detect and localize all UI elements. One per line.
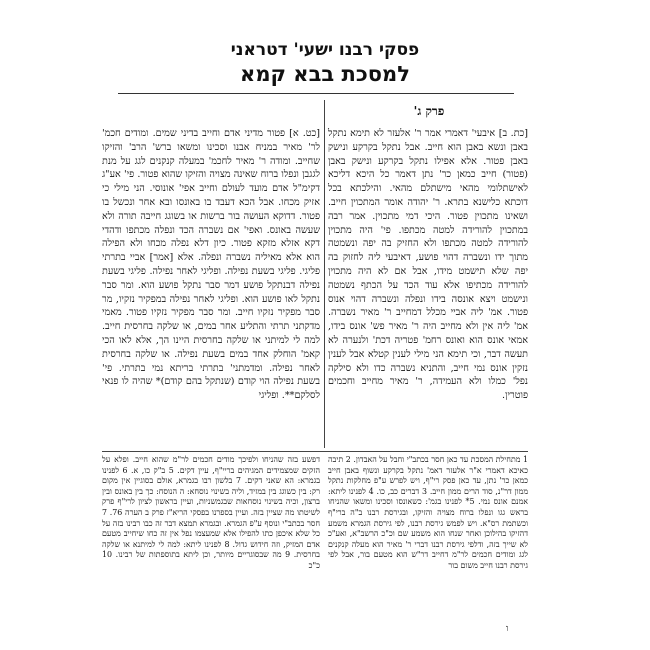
chapter-heading: פרק ג' [413,104,445,118]
footnotes-left-column: דפשע בזה שהניחו ולפיכך מודים חכמים לר"מ שהוא חייב. ופלא על הזקים שמצמידים המגיהים בריי"ף, עיין דקים. 5 ב"ק כו, א. 6 לפנינו בגמרא: הא שאני דקים. 7 בלשון רבו בגמרא, אולם בסוגיין אין מקום רק: בין כשוגג בין במזיד, וליה בשינוי נוסחא: ה הנוסח: כך בין באונס ובין ברצון, וכיה בשינוי נוסחאות שבגמשניות, ועיין בראשון לציון לרי"ף פרק לשיטתו מה שציין בזה. ועיין בספרנו בפסקי הריא"ז פרק ב הערה 76. 7 חסר בכתב"י ונוסף ע"פ הגמרא. ובגמרא תמצא דבר זה כבו רבינו בזה על כל שלא איכפן כתו להפילו אלא שמעצמו נפל אין זה כחו שיחייב מטעם אדם המזיק, וזה חידוש גדול. 8 לפנינו ליתא: למה לי למיתנא או שלקה בחרסית. 9 מה שבסוגריים מיותר, וכן ליתא בתוספתות של רבינו. 10 כ"כ [102,455,320,570]
main-text-left-column: [כט. א] פטור מדיני אדם וחייב בדיני שמים. ומודים חכמ' לר' מאיר במניח אבנו וסכינו ומשאו ברש' הרב' והזיקו שחייב. ומודה ר' מאיר לחכמ' במעלה קנקנים לגג על מנת לגגבן ונפלו ברוח שאינה מצויה והזיקו שהוא פטור. פי' אע"ג דקימ"ל אדם מועד לעולם וחייב אפי' אונוסי. הני מילי כי אזיק מכחו. אבל הכא דעבד בו באונסו ובא אחר ונכשל בו פטור. דדוקא העושה בור ברשות או בשוגג חייבה תורה ולא שעשה באונס. ואפי' אם נשברה הכד ונפלה מכתפו ודהדי דקא אזלא מזקא פטור. כיון דלא נפלה מכחו ולא הפילה הוא אלא מאיליה נשברה ונפלה. אלא [אמר] אביי בתרתי פליגי. פליגי בשעת נפילה. ופליגי לאחר נפילה. פליגי בשעת נפילה דבנתקל פושע דמר סבר נתקל פושע הוא. ומר סבר נתקל לאו פושע הוא. ופליגי לאחר נפילה במפקיר נזקיו, מר סבר מפקיר נזקיו חייב. ומר סבר מפקיר נזקיו פטור. מאמי מדקתני תרתי והתליע אחר במים, או שלקה בחרסית חייב. למה לי למיתני או שלקה בחרסית היינו הך, אלא לאו הכי קאמ' הוחלק אחד במים בשעת נפילה. או שלקה בחרסית לאחר נפילה. ומדמתני' בתרתי בריתא נמי בתרתי. פי' בשעת נפילה הוי קודם (שנתקל בהם קודם)* שהיה לו פנאי לסלקם**. ופליגי [102,128,320,402]
footnotes-right-column: 1 מתחילת המסכת עד כאן חסר בכתב"י וחבל על האבדון. 2 תיבה כאיכא דאמרי א"ר אלעזר דאמ' נתקל בקרקע ונשוף באבן חייב כמאן כר' נתן, עד כאן פסק רי"ף, ויש לפרש ע"פ מחלקות נתקל ממון דר"נ, סוד הרים ממון חייב. 3 דברים כב, כו. 4 לפנינו ליתא: אמנם אונס נמי. 5* לפנינו בגמ': כשאונסו וסכינו ומשאו שהניחו בראש גגו ונפלו ברוח מצויה והזיקו, ובגירסת רבנו ב"ה ברי"ף וכשתמת רס"א. ויש לפמש גירסת רבנו, לפי גירסת הגמרא משמע דהזיקו בהילוכן ואחר שנחו הוא משמע שם וכ"כ הרשב"א, ואע"כ לא שייך בזה, ודלפי גירסת רבנו דברי ר' מאיר הוא מעלה קנקנים לגג ומודים חכמים לר"מ דחייב דר"ש הוא מטעם בור, אבל לפי גירסת רבנו חייב משום בור [328,455,529,570]
column-divider [324,100,325,448]
tractate-title: למסכת בבא קמא [240,62,410,86]
main-text-right-column: [כת. ב] איבעי' דאמרי אמר ר' אלעזר לא תימא נתקל באבן ונשא באבן הוא חייב. אבל נתקל בקרקע ונישק באבן פטור. אלא אפילו נתקל בקרקע ונישק באבן (פטור) חייב כמאן כר' נתן דאמר כל היכא דליכא לאישתלומי מהאי מישתלם מהאי. והילכתא בכל דוכתא כלישנא בתרא. ר' יהודה אומר המתכוין חייב. ושאינו מתכוין פטור. היכי דמי מתכוין. אמר רבה במתכוין להורידה למטה מכתפו. פי' היה מתכוין להורידה למטה מכתפו ולא החזיק בה יפה ונשמטה מתוך ידו ונשברה דהוי פושע, דאיבעי ליה לחזוק בה יפה שלא תישמט מידו, אבל אם לא היה מתכוין להורידה מכתיפו אלא עוד הכד על הכתף נשמטה ונישמט ויצא אונסה בידו ונפלה ונשברה דהוי אנוס פטור. אמ' ליה אביי מכלל דמחייב ר' מאיר נשברה. אמ' ליה אין ולא מחייב היה ר' מאיר פש' אונס בידו, אמאי אונס הוא ואונס רחמ' פטריה דכת' ולנערה לא תעשה דבר, וכי תימא הני מילי לענין קטלא אבל לענין נזקין אונס נמי חייב, והתניא נשברה כדו ולא סילקה נפל' כמלו ולא העמידה, ר' מאיר מחייב וחכמים פוטרין. [328,128,528,402]
header-divider [118,93,514,94]
footnote-divider [102,451,528,452]
page-number: ו [506,624,509,634]
book-title: פסקי רבנו ישעי' דטראני [230,40,420,60]
